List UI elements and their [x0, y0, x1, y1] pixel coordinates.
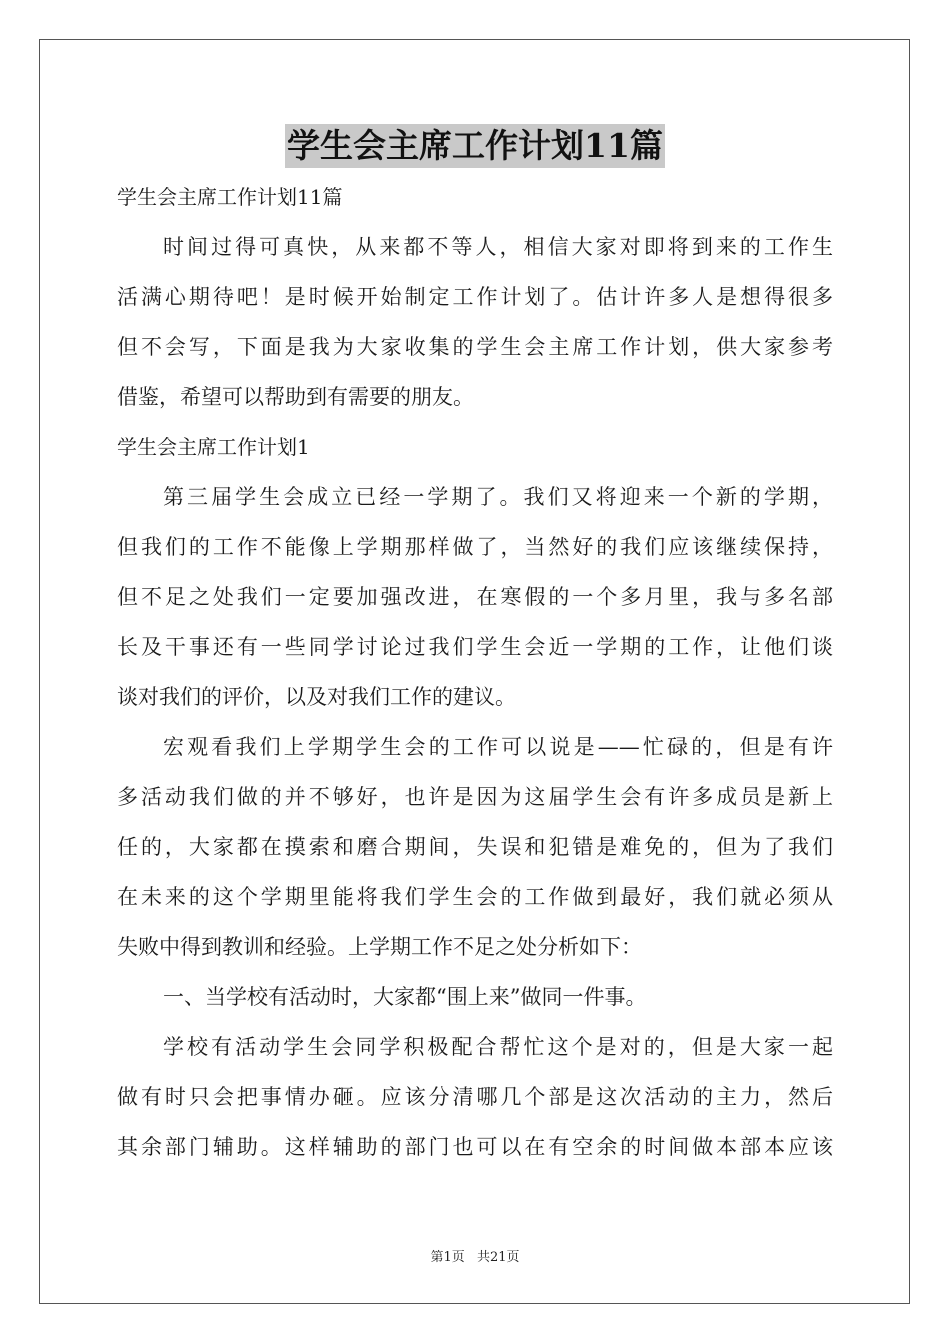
document-title-text: 学生会主席工作计划11篇 [285, 124, 665, 168]
text-line: 但不足之处我们一定要加强改进，在寒假的一个多月里，我与多名部 [117, 585, 833, 609]
text-line: 多活动我们做的并不够好，也许是因为这届学生会有许多成员是新上 [117, 785, 833, 809]
document-title [0, 124, 950, 168]
text-line: 活满心期待吧！是时候开始制定工作计划了。估计许多人是想得很多 [117, 285, 833, 309]
text-line: 时间过得可真快，从来都不等人，相信大家对即将到来的工作生 [163, 235, 833, 259]
text-line: 学校有活动学生会同学积极配合帮忙这个是对的，但是大家一起 [163, 1035, 833, 1059]
section-heading: 学生会主席工作计划1 [117, 435, 310, 459]
text-line: 其余部门辅助。这样辅助的部门也可以在有空余的时间做本部本应该 [117, 1135, 833, 1159]
text-line: 任的，大家都在摸索和磨合期间，失误和犯错是难免的，但为了我们 [117, 835, 833, 859]
text-line: 长及干事还有一些同学讨论过我们学生会近一学期的工作，让他们谈 [117, 635, 833, 659]
text-line: 一、当学校有活动时，大家都“围上来”做同一件事。 [163, 985, 647, 1009]
text-line: 但我们的工作不能像上学期那样做了，当然好的我们应该继续保持， [117, 535, 833, 559]
text-line: 借鉴，希望可以帮助到有需要的朋友。 [117, 385, 474, 409]
page-number: 第1页 [430, 1250, 465, 1265]
document-body [117, 172, 833, 1172]
section-heading: 学生会主席工作计划11篇 [117, 185, 343, 209]
text-line: 谈对我们的评价，以及对我们工作的建议。 [117, 685, 516, 709]
page-total: 共21页 [476, 1250, 520, 1265]
text-line: 失败中得到教训和经验。上学期工作不足之处分析如下： [117, 935, 642, 959]
text-line: 但不会写，下面是我为大家收集的学生会主席工作计划，供大家参考 [117, 335, 833, 359]
text-line: 第三届学生会成立已经一学期了。我们又将迎来一个新的学期， [163, 485, 833, 509]
text-line: 在未来的这个学期里能将我们学生会的工作做到最好，我们就必须从 [117, 885, 833, 909]
text-line: 宏观看我们上学期学生会的工作可以说是——忙碌的，但是有许 [163, 735, 833, 759]
page-footer [0, 1246, 950, 1265]
text-line: 做有时只会把事情办砸。应该分清哪几个部是这次活动的主力，然后 [117, 1085, 833, 1109]
